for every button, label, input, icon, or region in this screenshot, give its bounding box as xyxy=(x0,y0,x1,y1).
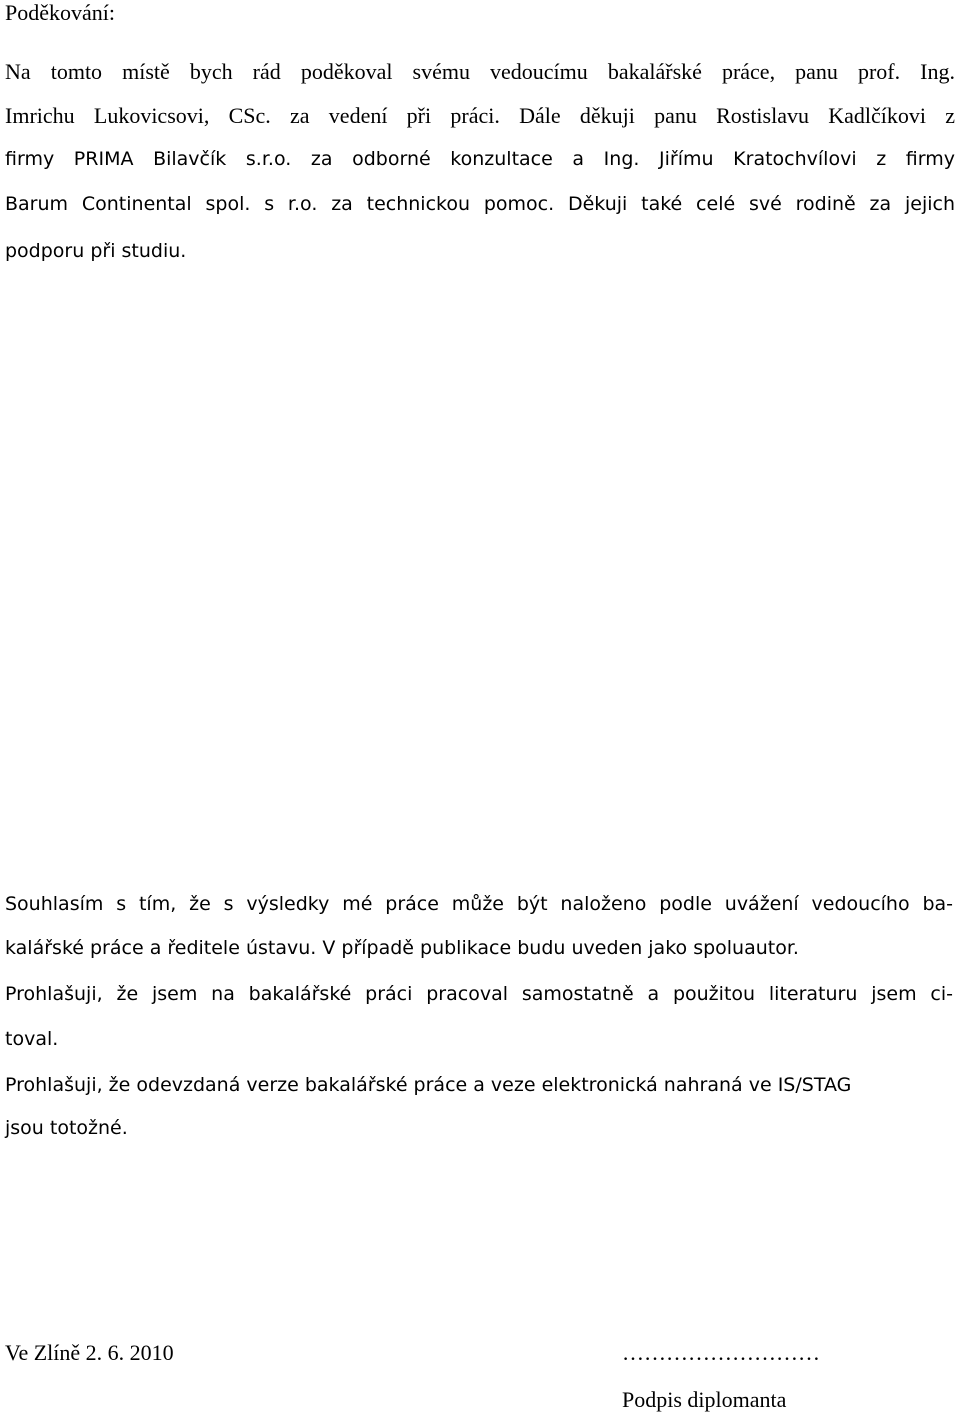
declaration-line: Prohlašuji, že jsem na bakalářské práci pracoval samostatně a použitou literaturu jsem ci- xyxy=(5,983,953,1005)
acknowledgement-line: Barum Continental spol. s r.o. za technickou pomoc. Děkuji také celé své rodině za jejich xyxy=(5,193,955,215)
signature-label: Podpis diplomanta xyxy=(622,1387,787,1412)
acknowledgement-line: Na tomto místě bych rád poděkoval svému vedoucímu bakalářské práce, panu prof. Ing. xyxy=(5,59,955,84)
acknowledgement-line: firmy PRIMA Bilavčík s.r.o. za odborné konzultace a Ing. Jiřímu Kratochvílovi z firmy xyxy=(5,148,955,170)
acknowledgement-heading: Poděkování: xyxy=(5,0,115,25)
acknowledgement-line: Imrichu Lukovicsovi, CSc. za vedení při práci. Dále děkuji panu Rostislavu Kadlčíkovi z xyxy=(5,103,955,128)
declaration-line: jsou totožné. xyxy=(5,1117,128,1139)
declaration-line: kalářské práce a ředitele ústavu. V případě publikace budu uveden jako spoluautor. xyxy=(5,937,799,959)
declaration-line: toval. xyxy=(5,1028,59,1050)
declaration-line: Prohlašuji, že odevzdaná verze bakalářské práce a veze elektronická nahraná ve IS/STAG xyxy=(5,1074,852,1096)
signature-dots: ……………………… xyxy=(622,1340,820,1365)
acknowledgement-line: podporu při studiu. xyxy=(5,240,187,262)
place-date: Ve Zlíně 2. 6. 2010 xyxy=(5,1340,174,1365)
declaration-line: Souhlasím s tím, že s výsledky mé práce může být naloženo podle uvážení vedoucího ba- xyxy=(5,893,953,915)
